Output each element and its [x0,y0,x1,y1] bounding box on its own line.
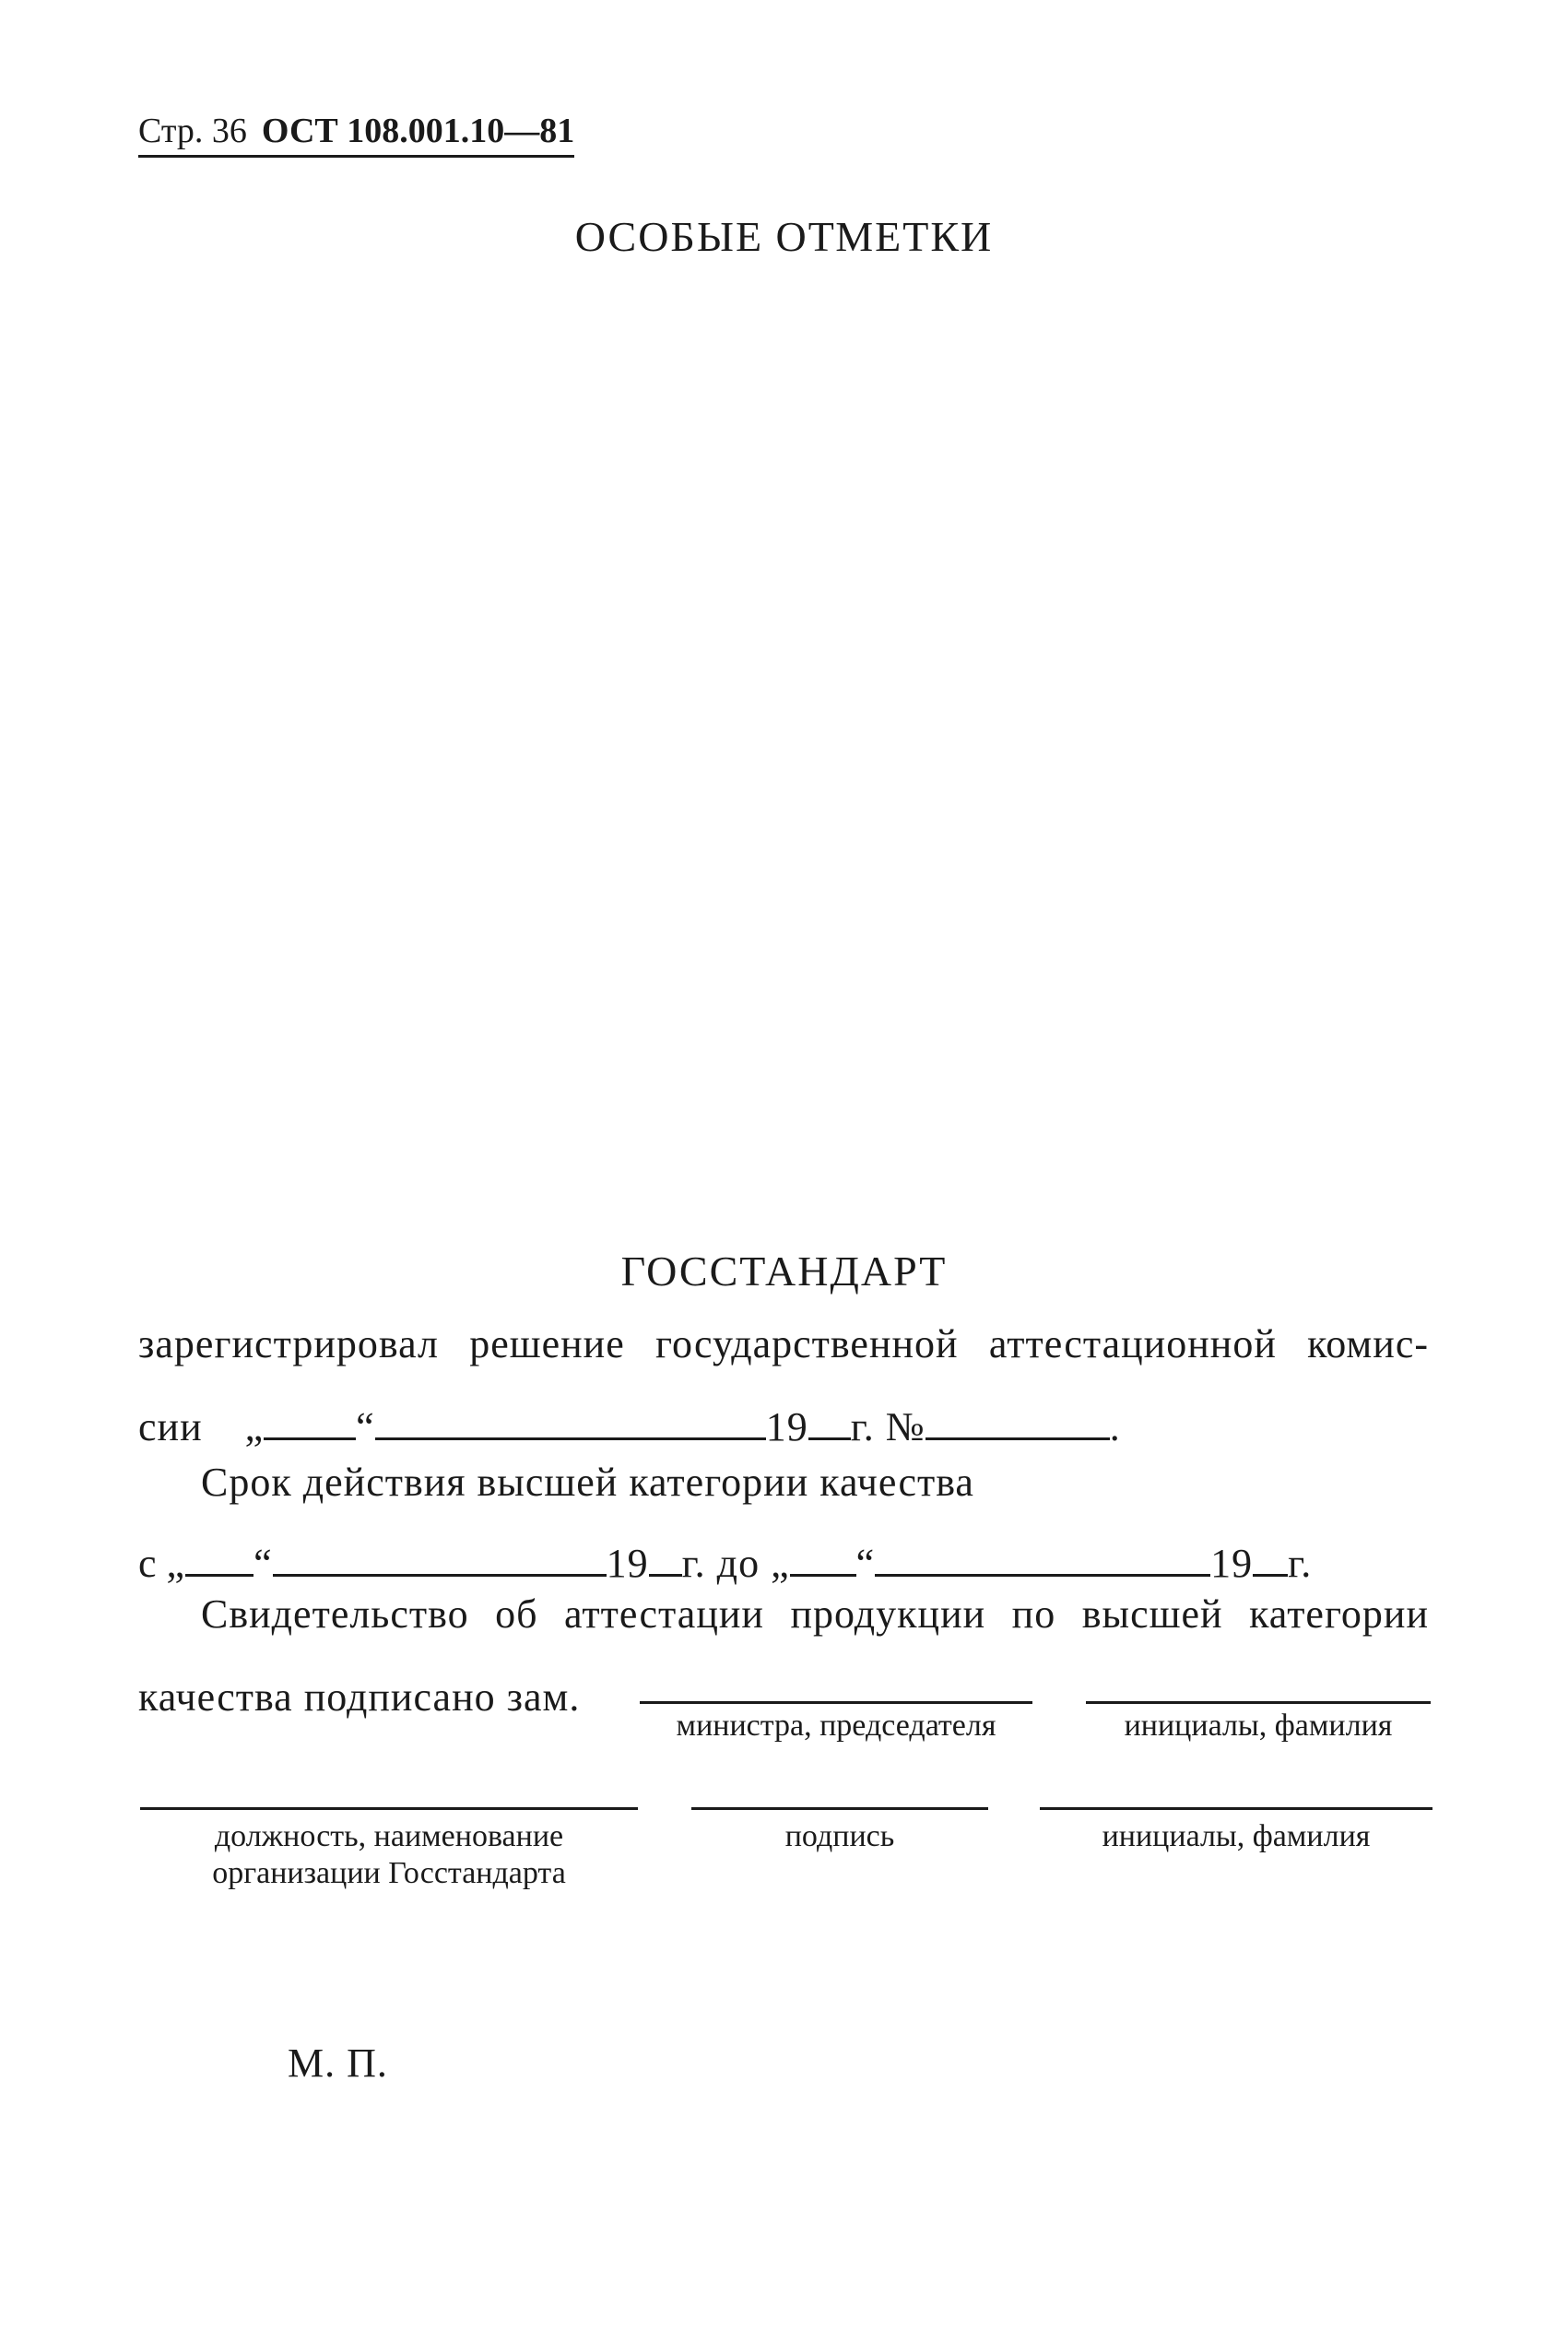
open-quote: „ [166,1541,186,1586]
registration-line: зарегистрировал решение государственной аттестационной комис- [138,1321,1429,1366]
gosstandart-title: ГОССТАНДАРТ [620,1248,948,1295]
open-quote: „ [244,1404,265,1449]
from-year-prefix: 19 [606,1541,649,1586]
line2-end: . [1109,1404,1121,1449]
position-caption-line2: организации Госстандарта [212,1856,566,1890]
close-quote: “ [253,1541,273,1586]
page-header [138,111,574,158]
until-year-blank [1253,1567,1288,1577]
validity-line: Срок действия высшей категории качества [201,1460,974,1505]
commission-date-line [138,1403,1121,1450]
until-day-blank [790,1567,856,1577]
signature-rule [691,1807,988,1810]
until-year-suffix: г. [1288,1541,1313,1586]
year-prefix: 19 [765,1404,808,1449]
position-caption-line1: должность, наименование [214,1819,564,1853]
signature-caption: подпись [784,1819,895,1853]
initials-caption-2: инициалы, фамилия [1102,1819,1371,1853]
until-year-prefix: 19 [1210,1541,1254,1586]
minister-rule [640,1701,1032,1704]
from-day-blank [185,1567,253,1577]
month-blank [375,1430,766,1440]
initials-rule-1 [1086,1701,1431,1704]
from-year-blank [649,1567,682,1577]
until-label: г. до [681,1541,760,1586]
signed-by-line: качества подписано зам. [138,1674,581,1720]
page-number: Стр. 36 [138,112,247,150]
special-marks-title: ОСОБЫЕ ОТМЕТКИ [574,213,994,260]
until-month-blank [875,1567,1210,1577]
initials-rule-2 [1040,1807,1432,1810]
year-suffix-number: г. № [850,1404,925,1449]
year-blank [808,1430,851,1440]
line2-start: сии [138,1404,203,1449]
initials-caption-1: инициалы, фамилия [1124,1709,1393,1743]
from-month-blank [273,1567,607,1577]
standard-code: ОСТ 108.001.10—81 [261,112,575,150]
from-label: с [138,1541,158,1586]
position-rule [140,1807,638,1810]
close-quote: “ [356,1404,375,1449]
position-caption [140,1818,638,1892]
number-blank [925,1430,1110,1440]
stamp-place: М. П. [288,2040,388,2086]
minister-caption: министра, председателя [676,1709,996,1743]
close-quote: “ [855,1541,876,1586]
open-quote: „ [771,1541,790,1586]
day-blank [264,1430,356,1440]
validity-dates-line [138,1540,1312,1587]
certificate-line: Свидетельство об аттестации продукции по высшей категории [201,1591,1429,1637]
